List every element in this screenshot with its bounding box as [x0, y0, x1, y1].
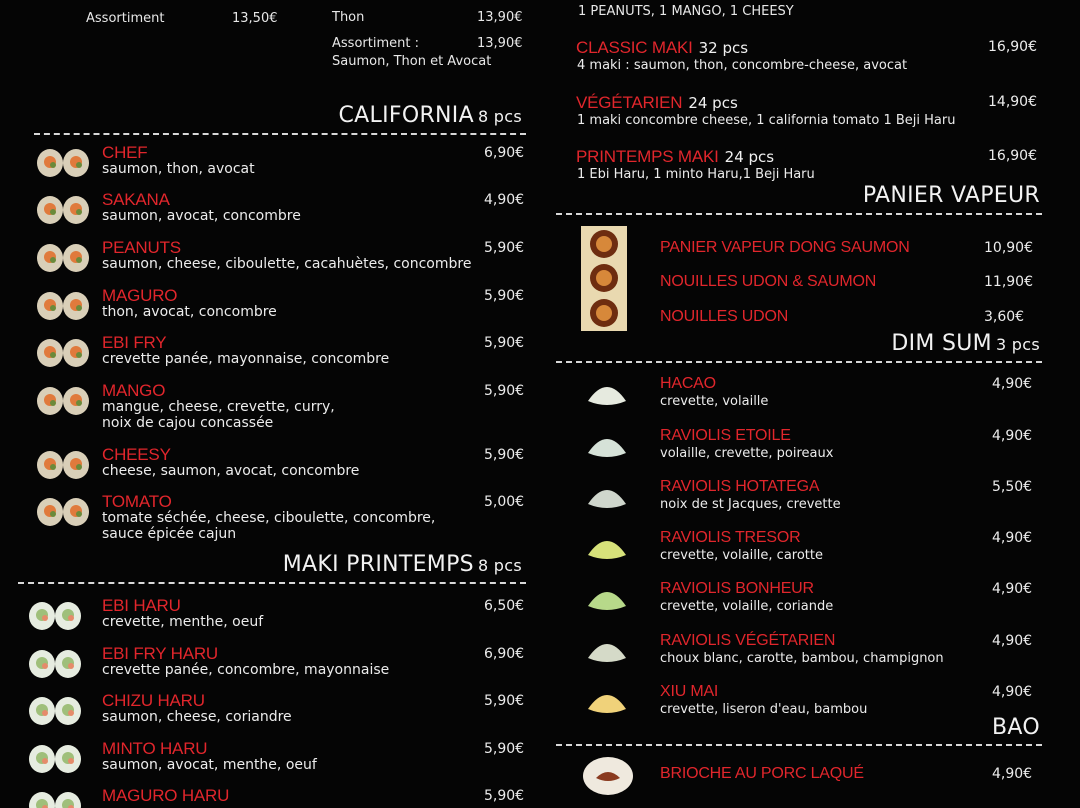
item-name: EBI FRY: [102, 333, 167, 352]
item-description: sauce épicée cajun: [102, 526, 237, 542]
item-name: BRIOCHE AU PORC LAQUÉ: [660, 765, 864, 782]
sushi-roll-icon: [28, 598, 84, 632]
thon-label: Thon: [332, 10, 365, 25]
item-name: MAGURO HARU: [102, 786, 230, 805]
item-description: crevette, menthe, oeuf: [102, 614, 264, 630]
item-description: noix de cajou concassée: [102, 415, 274, 431]
item-name: MAGURO: [102, 286, 178, 305]
combo-price: 16,90€: [988, 148, 1037, 164]
divider: [556, 744, 1042, 746]
item-price: 6,90€: [484, 646, 525, 662]
item-description: crevette, volaille: [660, 394, 769, 409]
combo-name: VÉGÉTARIEN: [576, 93, 683, 112]
combo-pcs: 24 pcs: [724, 148, 775, 166]
item-description: crevette panée, concombre, mayonnaise: [102, 662, 390, 678]
sushi-roll-icon: [28, 646, 84, 680]
item-description: saumon, thon, avocat: [102, 161, 255, 177]
dumpling-icon: [582, 474, 632, 514]
item-name: SAKANA: [102, 190, 170, 209]
item-price: 4,90€: [992, 530, 1033, 546]
item-price: 5,90€: [484, 383, 525, 399]
sushi-roll-icon: [36, 335, 92, 369]
item-price: 5,90€: [484, 240, 525, 256]
assortiment-price: 13,50€: [232, 11, 278, 26]
sushi-roll-icon: [36, 288, 92, 322]
item-name: PEANUTS: [102, 238, 181, 257]
divider: [18, 582, 526, 584]
combo-name-row: [576, 93, 738, 113]
divider: [34, 133, 526, 135]
item-description: cheese, saumon, avocat, concombre: [102, 463, 360, 479]
sushi-roll-icon: [36, 494, 92, 528]
item-price: 4,90€: [992, 684, 1033, 700]
item-price: 11,90€: [984, 274, 1033, 290]
item-description: saumon, avocat, menthe, oeuf: [102, 757, 317, 773]
sushi-roll-icon: [28, 741, 84, 775]
item-description: crevette, volaille, coriande: [660, 599, 834, 614]
item-name: EBI HARU: [102, 596, 181, 615]
item-price: 6,90€: [484, 145, 525, 161]
combo-description: 1 Ebi Haru, 1 minto Haru,1 Beji Haru: [577, 167, 815, 182]
item-name: RAVIOLIS BONHEUR: [660, 580, 814, 597]
combo-pcs: 24 pcs: [688, 94, 738, 112]
dumpling-icon: [582, 371, 632, 411]
item-name: RAVIOLIS VÉGÉTARIEN: [660, 632, 836, 649]
sushi-roll-icon: [36, 383, 92, 417]
sushi-roll-icon: [36, 240, 92, 274]
item-price: 5,90€: [484, 693, 525, 709]
item-price: 4,90€: [484, 192, 525, 208]
item-name: TOMATO: [102, 492, 172, 511]
steam-basket-icon: [580, 259, 628, 297]
assortiment2-label: Assortiment :: [332, 36, 419, 51]
divider: [556, 213, 1042, 215]
combo-description: 4 maki : saumon, thon, concombre-cheese, avocat: [577, 58, 908, 73]
item-price: 6,50€: [484, 598, 525, 614]
item-price: 5,90€: [484, 788, 525, 804]
item-price: 4,90€: [992, 766, 1033, 782]
item-description: choux blanc, carotte, bambou, champignon: [660, 651, 944, 666]
steam-basket-icon: [580, 294, 628, 332]
sushi-roll-icon: [28, 788, 84, 808]
section-title-california: CALIFORNIA 8 pcs: [338, 103, 522, 128]
combo-name-row: [576, 147, 774, 167]
combo-description: 1 maki concombre cheese, 1 california tomato 1 Beji Haru: [577, 113, 956, 128]
divider: [556, 361, 1042, 363]
steam-basket-icon: [580, 225, 628, 263]
item-name: XIU MAI: [660, 683, 719, 700]
item-price: 5,90€: [484, 741, 525, 757]
item-name: RAVIOLIS ETOILE: [660, 427, 791, 444]
section-title-bao: BAO: [992, 715, 1040, 740]
item-description: crevette, volaille, carotte: [660, 548, 823, 563]
assortiment-label: Assortiment: [86, 11, 165, 26]
item-description: tomate séchée, cheese, ciboulette, concombre,: [102, 510, 436, 526]
bao-bun-icon: [580, 752, 636, 796]
dumpling-icon: [582, 628, 632, 668]
item-name: HACAO: [660, 375, 716, 392]
item-price: 4,90€: [992, 633, 1033, 649]
item-name: MANGO: [102, 381, 166, 400]
item-name: CHIZU HARU: [102, 691, 205, 710]
section-title-panier-vapeur: PANIER VAPEUR: [862, 183, 1040, 208]
item-name: NOUILLES UDON: [660, 308, 789, 325]
item-description: crevette, liseron d'eau, bambou: [660, 702, 868, 717]
combo-name: PRINTEMPS MAKI: [576, 147, 719, 166]
item-description: volaille, crevette, poireaux: [660, 446, 834, 461]
item-price: 10,90€: [984, 240, 1033, 256]
combo-top-desc: 1 PEANUTS, 1 MANGO, 1 CHEESY: [578, 4, 794, 19]
item-name: CHEF: [102, 143, 148, 162]
combo-pcs: 32 pcs: [698, 39, 749, 57]
dumpling-icon: [582, 679, 632, 719]
item-description: noix de st Jacques, crevette: [660, 497, 841, 512]
combo-name-row: [576, 38, 748, 58]
thon-price: 13,90€: [477, 10, 523, 25]
item-price: 4,90€: [992, 376, 1033, 392]
item-price: 4,90€: [992, 581, 1033, 597]
item-name: CHEESY: [102, 445, 171, 464]
item-name: EBI FRY HARU: [102, 644, 219, 663]
item-description: saumon, cheese, coriandre: [102, 709, 292, 725]
item-price: 5,90€: [484, 447, 525, 463]
sushi-roll-icon: [36, 192, 92, 226]
item-name: NOUILLES UDON & SAUMON: [660, 273, 877, 290]
item-price: 5,00€: [484, 494, 525, 510]
sushi-roll-icon: [36, 145, 92, 179]
item-price: 4,90€: [992, 428, 1033, 444]
item-description: thon, avocat, concombre: [102, 304, 277, 320]
dumpling-icon: [582, 576, 632, 616]
item-name: MINTO HARU: [102, 739, 208, 758]
item-description: mangue, cheese, crevette, curry,: [102, 399, 335, 415]
item-description: saumon, avocat, concombre: [102, 208, 301, 224]
assortiment2-price: 13,90€: [477, 36, 523, 51]
section-title-dim-sum: DIM SUM 3 pcs: [891, 331, 1040, 356]
item-price: 5,90€: [484, 335, 525, 351]
item-price: 3,60€: [984, 309, 1025, 325]
item-price: 5,50€: [992, 479, 1033, 495]
section-title-maki-printemps: MAKI PRINTEMPS 8 pcs: [282, 552, 522, 577]
combo-name: CLASSIC MAKI: [576, 38, 693, 57]
item-description: crevette panée, mayonnaise, concombre: [102, 351, 390, 367]
combo-price: 14,90€: [988, 94, 1037, 110]
dumpling-icon: [582, 525, 632, 565]
item-description: saumon, cheese, ciboulette, cacahuètes, concombre: [102, 256, 472, 272]
item-price: 5,90€: [484, 288, 525, 304]
item-name: RAVIOLIS TRESOR: [660, 529, 801, 546]
item-name: PANIER VAPEUR DONG SAUMON: [660, 239, 910, 256]
dumpling-icon: [582, 423, 632, 463]
sushi-roll-icon: [36, 447, 92, 481]
item-name: RAVIOLIS HOTATEGA: [660, 478, 820, 495]
combo-price: 16,90€: [988, 39, 1037, 55]
sushi-roll-icon: [28, 693, 84, 727]
assortiment2-desc: Saumon, Thon et Avocat: [332, 54, 492, 69]
